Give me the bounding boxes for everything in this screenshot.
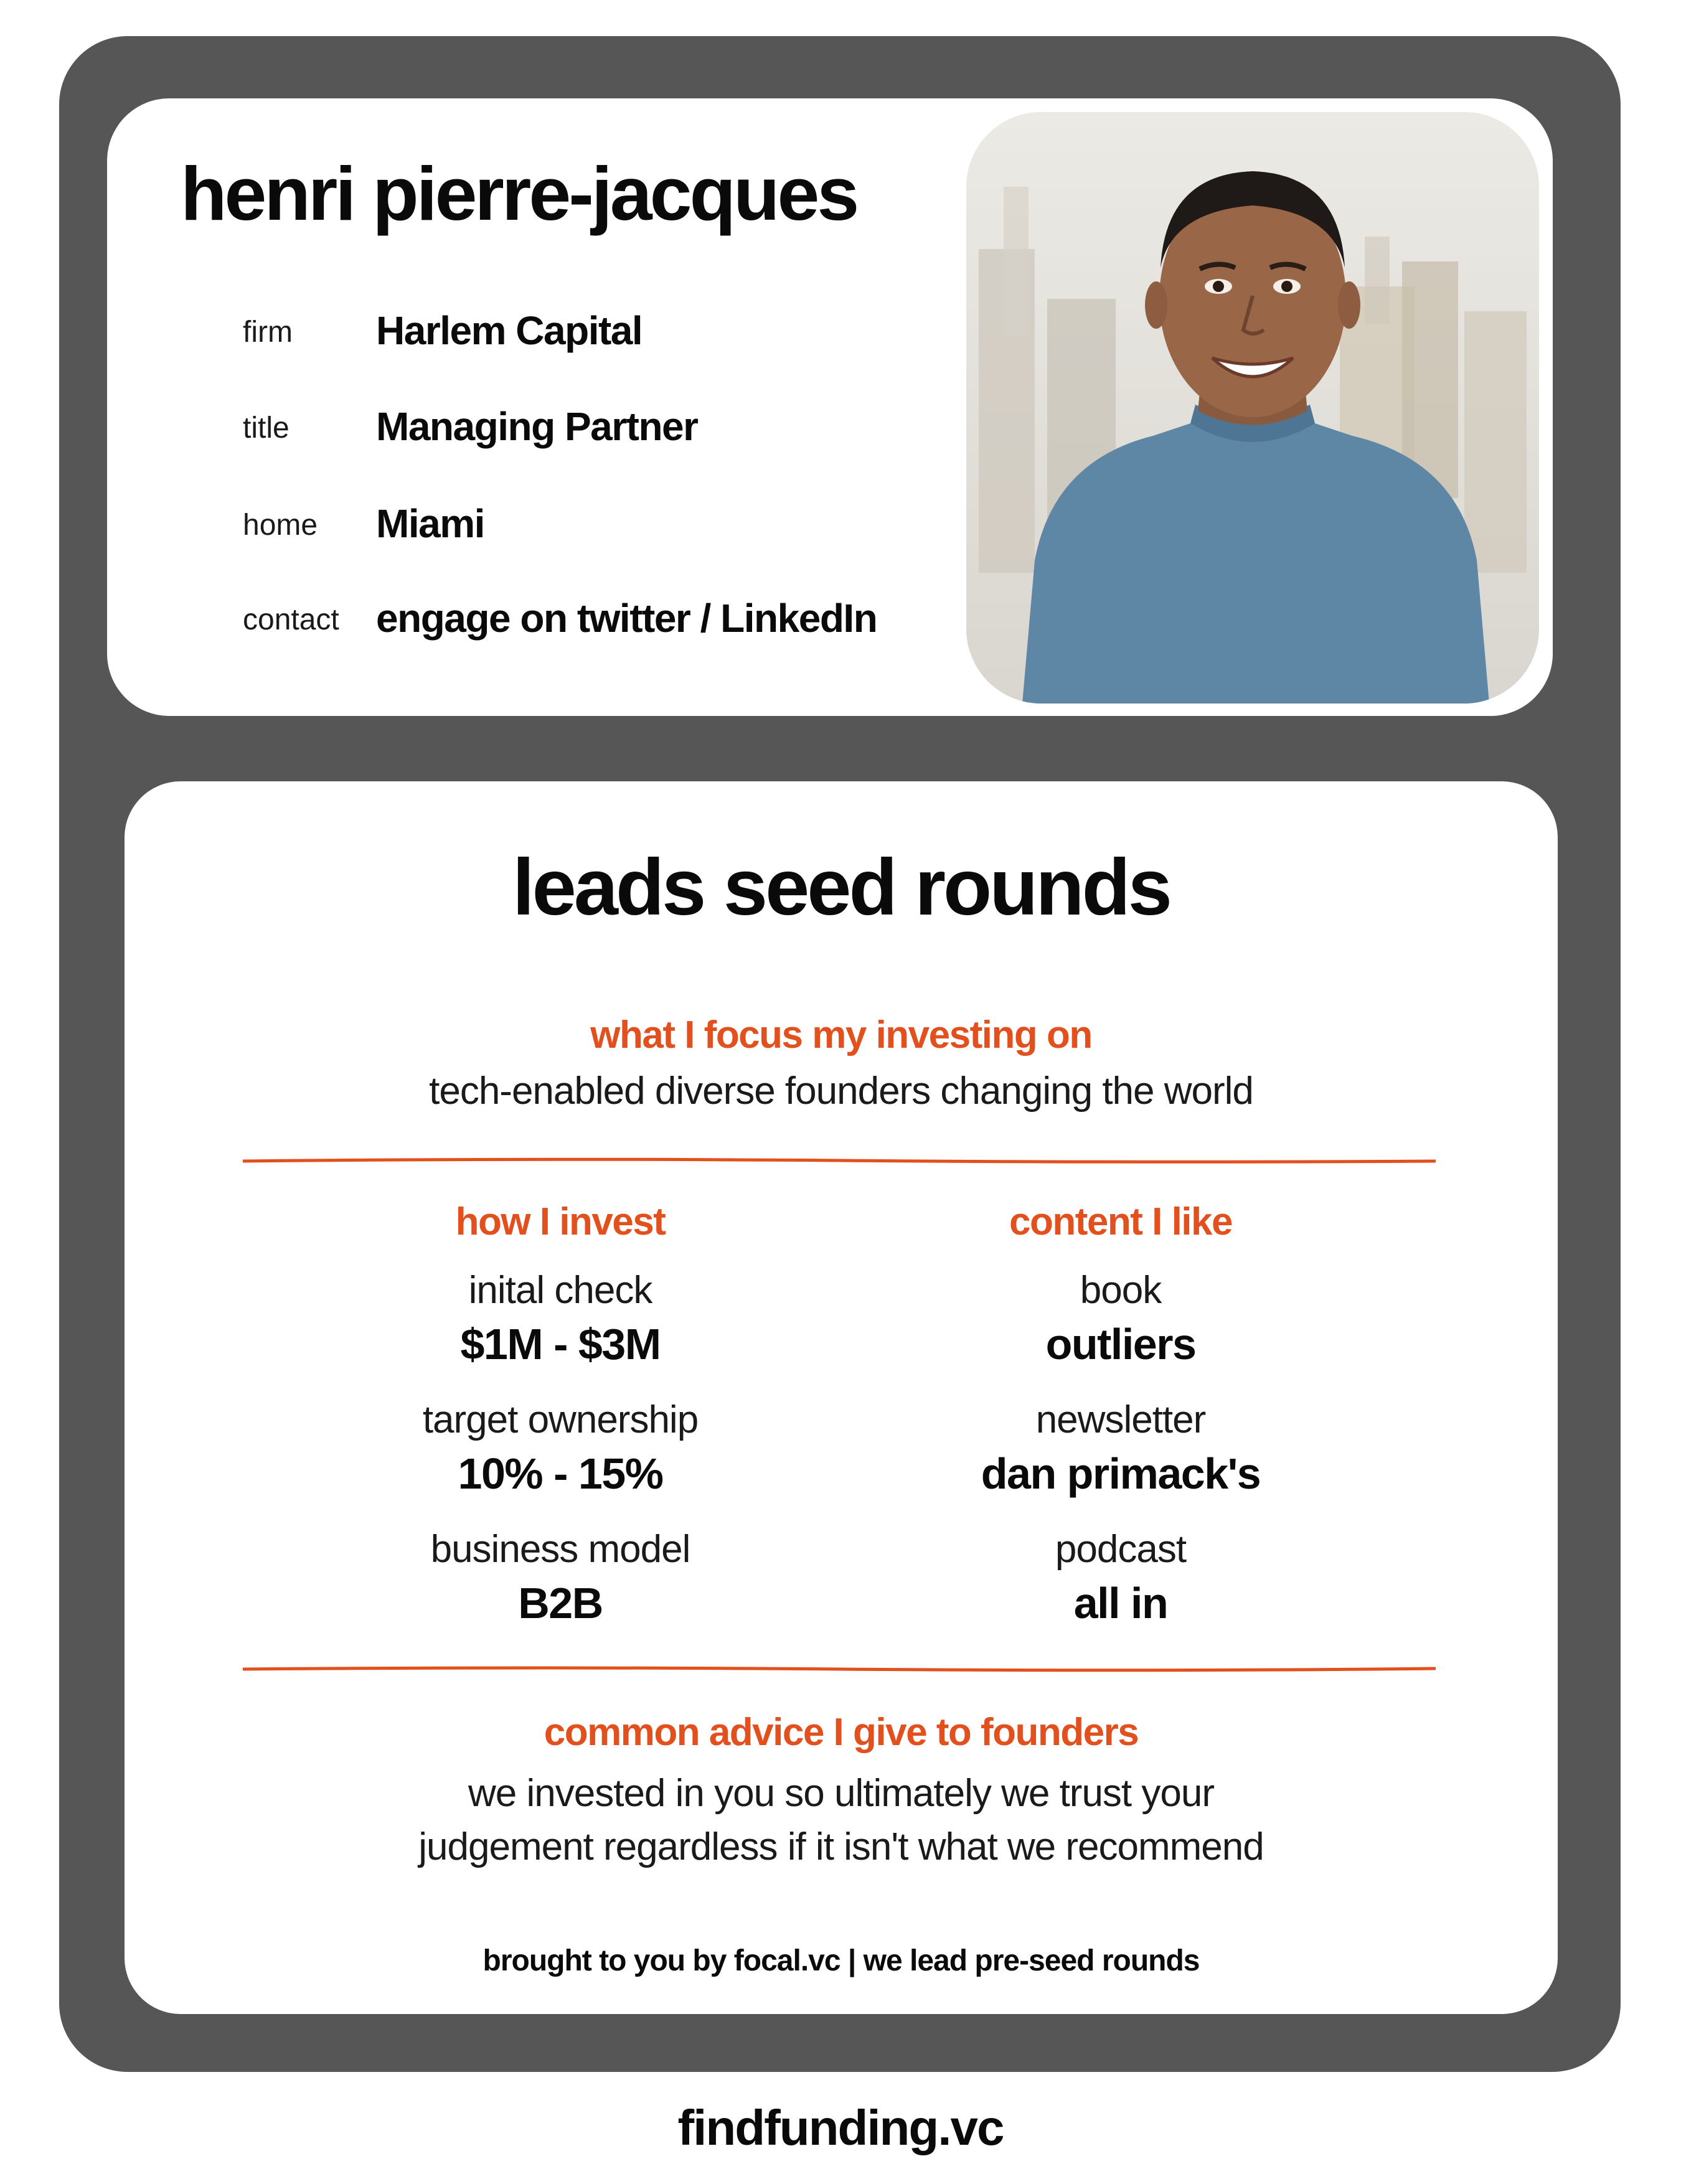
advice-heading: common advice I give to founders [544, 1711, 1139, 1754]
firm-value: Harlem Capital [376, 308, 643, 353]
book-value: outliers [1045, 1320, 1196, 1368]
profile-name: henri pierre-jacques [181, 151, 857, 236]
headline: leads seed rounds [512, 843, 1170, 932]
footer-note: brought to you by focal.vc | we lead pre-seed rounds [483, 1944, 1200, 1977]
home-label: home [243, 509, 318, 542]
contact-value: engage on twitter / LinkedIn [376, 596, 877, 641]
firm-label: firm [243, 316, 293, 349]
divider-top [243, 1157, 1436, 1165]
info-row-contact [0, 591, 934, 641]
target-ownership-label: target ownership [422, 1398, 699, 1441]
home-value: Miami [376, 501, 484, 546]
podcast-label: podcast [1055, 1528, 1187, 1571]
portrait-illustration [966, 112, 1539, 704]
content-i-like-heading: content I like [1009, 1200, 1232, 1243]
podcast-value: all in [1073, 1579, 1168, 1627]
target-ownership-value: 10% - 15% [458, 1449, 663, 1498]
initial-check-value: $1M - $3M [460, 1320, 661, 1368]
portrait-photo [966, 112, 1539, 704]
title-label: title [243, 412, 290, 445]
info-row-home [0, 497, 934, 547]
business-model-value: B2B [518, 1579, 603, 1627]
title-value: Managing Partner [376, 404, 698, 449]
newsletter-value: dan primack's [981, 1449, 1261, 1498]
contact-label: contact [243, 603, 339, 636]
advice-line-2: judgement regardless if it isn't what we recommend [418, 1825, 1264, 1868]
divider-bottom [243, 1665, 1436, 1673]
info-row-firm [0, 304, 934, 354]
initial-check-label: inital check [468, 1269, 652, 1312]
how-i-invest-heading: how I invest [455, 1200, 666, 1243]
advice-line-1: we invested in you so ultimately we trust your [468, 1772, 1214, 1815]
newsletter-label: newsletter [1035, 1398, 1206, 1441]
book-label: book [1080, 1269, 1162, 1312]
business-model-label: business model [430, 1528, 690, 1571]
focus-text: tech-enabled diverse founders changing the world [429, 1070, 1253, 1113]
focus-heading: what I focus my investing on [590, 1014, 1092, 1057]
site-url[interactable]: findfunding.vc [677, 2100, 1004, 2155]
info-row-title [0, 400, 934, 450]
